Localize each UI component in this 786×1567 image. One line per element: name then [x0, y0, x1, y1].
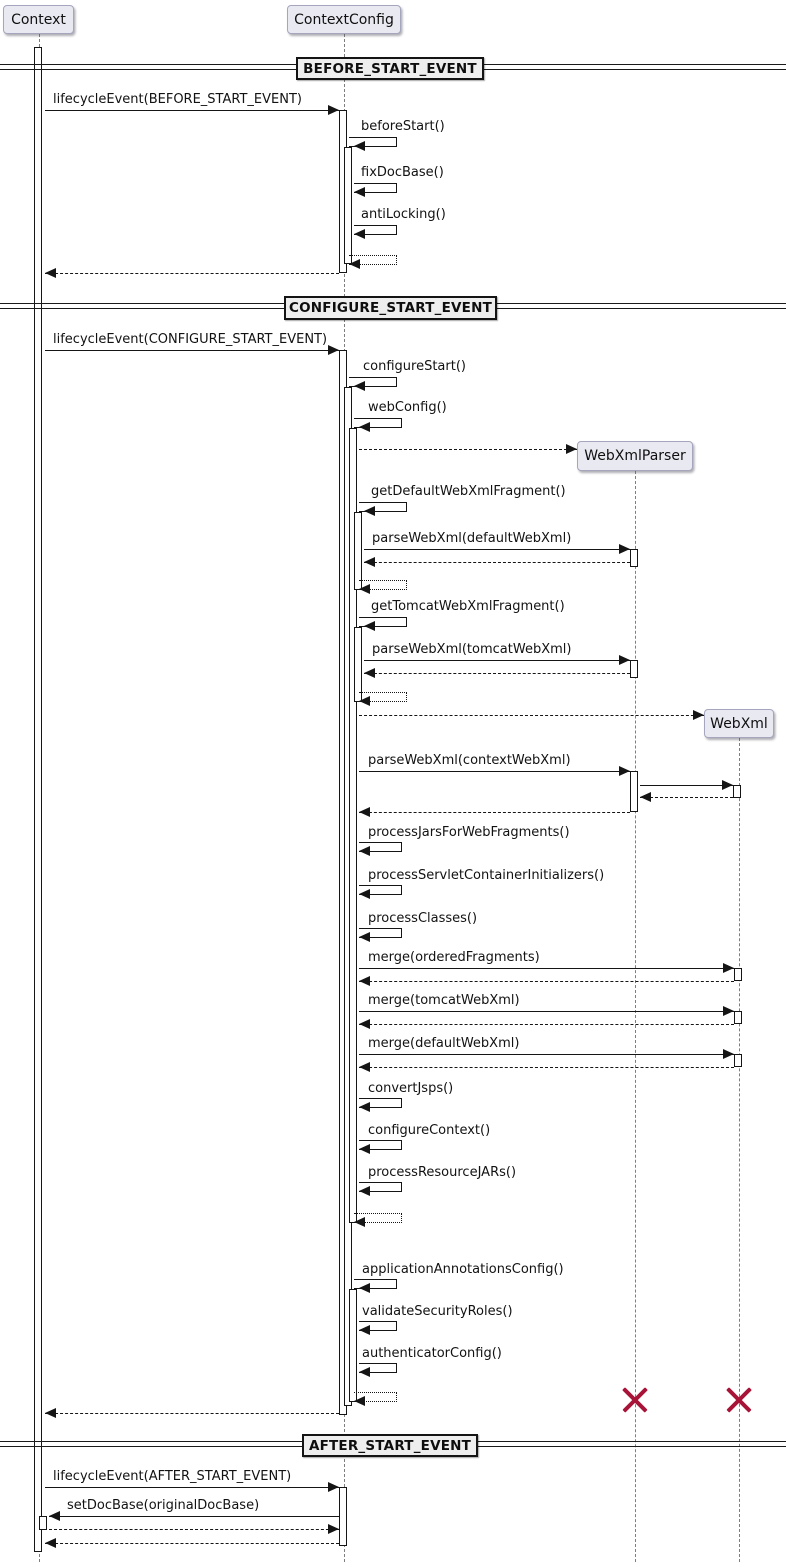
activation-applicationannotationsconfig: [349, 1289, 357, 1402]
arrowhead-right: [619, 544, 630, 554]
message-label: merge(tomcatWebXml): [368, 993, 520, 1008]
return-line: [364, 562, 630, 563]
message-label: processServletContainerInitializers(): [368, 868, 605, 883]
activation-webxml-parse: [733, 785, 741, 798]
message-label: fixDocBase(): [361, 165, 444, 180]
arrowhead-left: [359, 584, 370, 594]
activation-gettomcatwebxmlfragment: [354, 627, 362, 702]
activation-context-setdocbase: [39, 1516, 47, 1530]
message-line: [364, 660, 630, 661]
arrowhead-left: [364, 668, 375, 678]
activation-beforestart: [344, 147, 352, 264]
activation-webxml-merge2: [734, 1011, 742, 1024]
arrowhead-left: [354, 141, 365, 151]
lifeline-webxml: [739, 738, 740, 1562]
message-label: lifecycleEvent(BEFORE_START_EVENT): [53, 92, 302, 107]
return-line: [359, 1024, 734, 1025]
activation-webxml-merge1: [734, 968, 742, 981]
message-label: parseWebXml(contextWebXml): [368, 753, 571, 768]
message-label: parseWebXml(tomcatWebXml): [372, 642, 572, 657]
message-label: convertJsps(): [368, 1081, 454, 1096]
message-label: validateSecurityRoles(): [362, 1304, 513, 1319]
message-label: merge(defaultWebXml): [368, 1036, 520, 1051]
message-label: configureStart(): [363, 359, 466, 374]
arrowhead-left: [359, 1367, 370, 1377]
arrowhead-right: [723, 1006, 734, 1016]
arrowhead-left: [45, 268, 56, 278]
return-line: [640, 797, 733, 798]
arrowhead-left: [364, 557, 375, 567]
message-label: lifecycleEvent(AFTER_START_EVENT): [53, 1469, 292, 1484]
arrowhead-left: [359, 932, 370, 942]
message-line: [359, 968, 734, 969]
message-label: processResourceJARs(): [368, 1165, 517, 1180]
arrowhead-left: [45, 1538, 56, 1548]
arrowhead-left: [359, 422, 370, 432]
return-line: [49, 1529, 339, 1530]
arrowhead-left: [359, 976, 370, 986]
arrowhead-left: [359, 1102, 370, 1112]
activation-contextconfig-after: [339, 1487, 347, 1546]
arrowhead-right: [619, 655, 630, 665]
return-line: [359, 1067, 734, 1068]
arrowhead-right: [328, 345, 339, 355]
activation-webxmlparser-1: [630, 549, 638, 567]
arrowhead-right: [328, 105, 339, 115]
message-line: [364, 549, 630, 550]
arrowhead-left: [349, 259, 360, 269]
return-line: [45, 1543, 339, 1544]
activation-getdefaultwebxmlfragment: [354, 512, 362, 590]
arrowhead-right: [723, 963, 734, 973]
divider-after-start-event: AFTER_START_EVENT: [302, 1434, 478, 1457]
divider-before-start-event: BEFORE_START_EVENT: [296, 57, 484, 80]
message-label: applicationAnnotationsConfig(): [362, 1262, 564, 1277]
arrowhead-left: [359, 1144, 370, 1154]
arrowhead-left: [359, 889, 370, 899]
return-line: [359, 981, 734, 982]
create-message-line: [359, 449, 577, 450]
arrowhead-right: [693, 710, 704, 720]
message-line: [45, 350, 339, 351]
message-line: [45, 1487, 339, 1488]
activation-webxmlparser-2: [630, 660, 638, 678]
activation-webxmlparser-3: [630, 771, 638, 812]
arrowhead-left: [359, 1062, 370, 1072]
message-label: authenticatorConfig(): [362, 1346, 502, 1361]
participant-webxmlparser: WebXmlParser: [577, 441, 693, 471]
message-label: configureContext(): [368, 1123, 491, 1138]
destroy-x-icon-webxml: [725, 1386, 753, 1414]
message-line: [640, 785, 733, 786]
arrowhead-left: [359, 1019, 370, 1029]
message-label: setDocBase(originalDocBase): [67, 1498, 260, 1513]
divider-configure-start-event: CONFIGURE_START_EVENT: [284, 296, 497, 320]
arrowhead-left: [49, 1511, 60, 1521]
arrowhead-right: [722, 780, 733, 790]
arrowhead-left: [640, 792, 651, 802]
activation-context-main: [34, 47, 42, 1552]
participant-context: Context: [3, 5, 74, 34]
return-line: [45, 273, 339, 274]
activation-webxml-merge3: [734, 1054, 742, 1067]
message-label: merge(orderedFragments): [368, 950, 540, 965]
arrowhead-right: [328, 1482, 339, 1492]
arrowhead-right: [619, 766, 630, 776]
message-label: webConfig(): [368, 400, 447, 415]
arrowhead-left: [364, 621, 375, 631]
arrowhead-left: [354, 1217, 365, 1227]
arrowhead-left: [359, 807, 370, 817]
arrowhead-right: [328, 1524, 339, 1534]
arrowhead-left: [359, 846, 370, 856]
message-label: processClasses(): [368, 911, 478, 926]
message-label: lifecycleEvent(CONFIGURE_START_EVENT): [53, 332, 328, 347]
message-label: beforeStart(): [361, 119, 445, 134]
return-line: [364, 673, 630, 674]
message-label: processJarsForWebFragments(): [368, 825, 570, 840]
message-line: [359, 1011, 734, 1012]
return-line: [359, 812, 630, 813]
message-label: parseWebXml(defaultWebXml): [372, 531, 572, 546]
arrowhead-left: [359, 1283, 370, 1293]
message-label: antiLocking(): [361, 207, 446, 222]
message-line: [45, 110, 339, 111]
participant-webxml: WebXml: [704, 709, 774, 738]
message-line: [359, 771, 630, 772]
arrowhead-left: [359, 1186, 370, 1196]
message-label: getTomcatWebXmlFragment(): [371, 599, 565, 614]
arrowhead-left: [359, 1325, 370, 1335]
participant-contextconfig: ContextConfig: [287, 5, 401, 34]
arrowhead-left: [45, 1408, 56, 1418]
message-line: [49, 1516, 339, 1517]
arrowhead-right: [723, 1049, 734, 1059]
destroy-x-icon-webxmlparser: [621, 1386, 649, 1414]
arrowhead-left: [359, 696, 370, 706]
arrowhead-left: [364, 506, 375, 516]
message-label: getDefaultWebXmlFragment(): [371, 484, 566, 499]
arrowhead-left: [354, 381, 365, 391]
arrowhead-left: [354, 1396, 365, 1406]
arrowhead-left: [354, 229, 365, 239]
message-line: [359, 1054, 734, 1055]
return-line: [45, 1413, 339, 1414]
arrowhead-left: [354, 187, 365, 197]
create-message-line: [359, 715, 704, 716]
arrowhead-right: [566, 444, 577, 454]
